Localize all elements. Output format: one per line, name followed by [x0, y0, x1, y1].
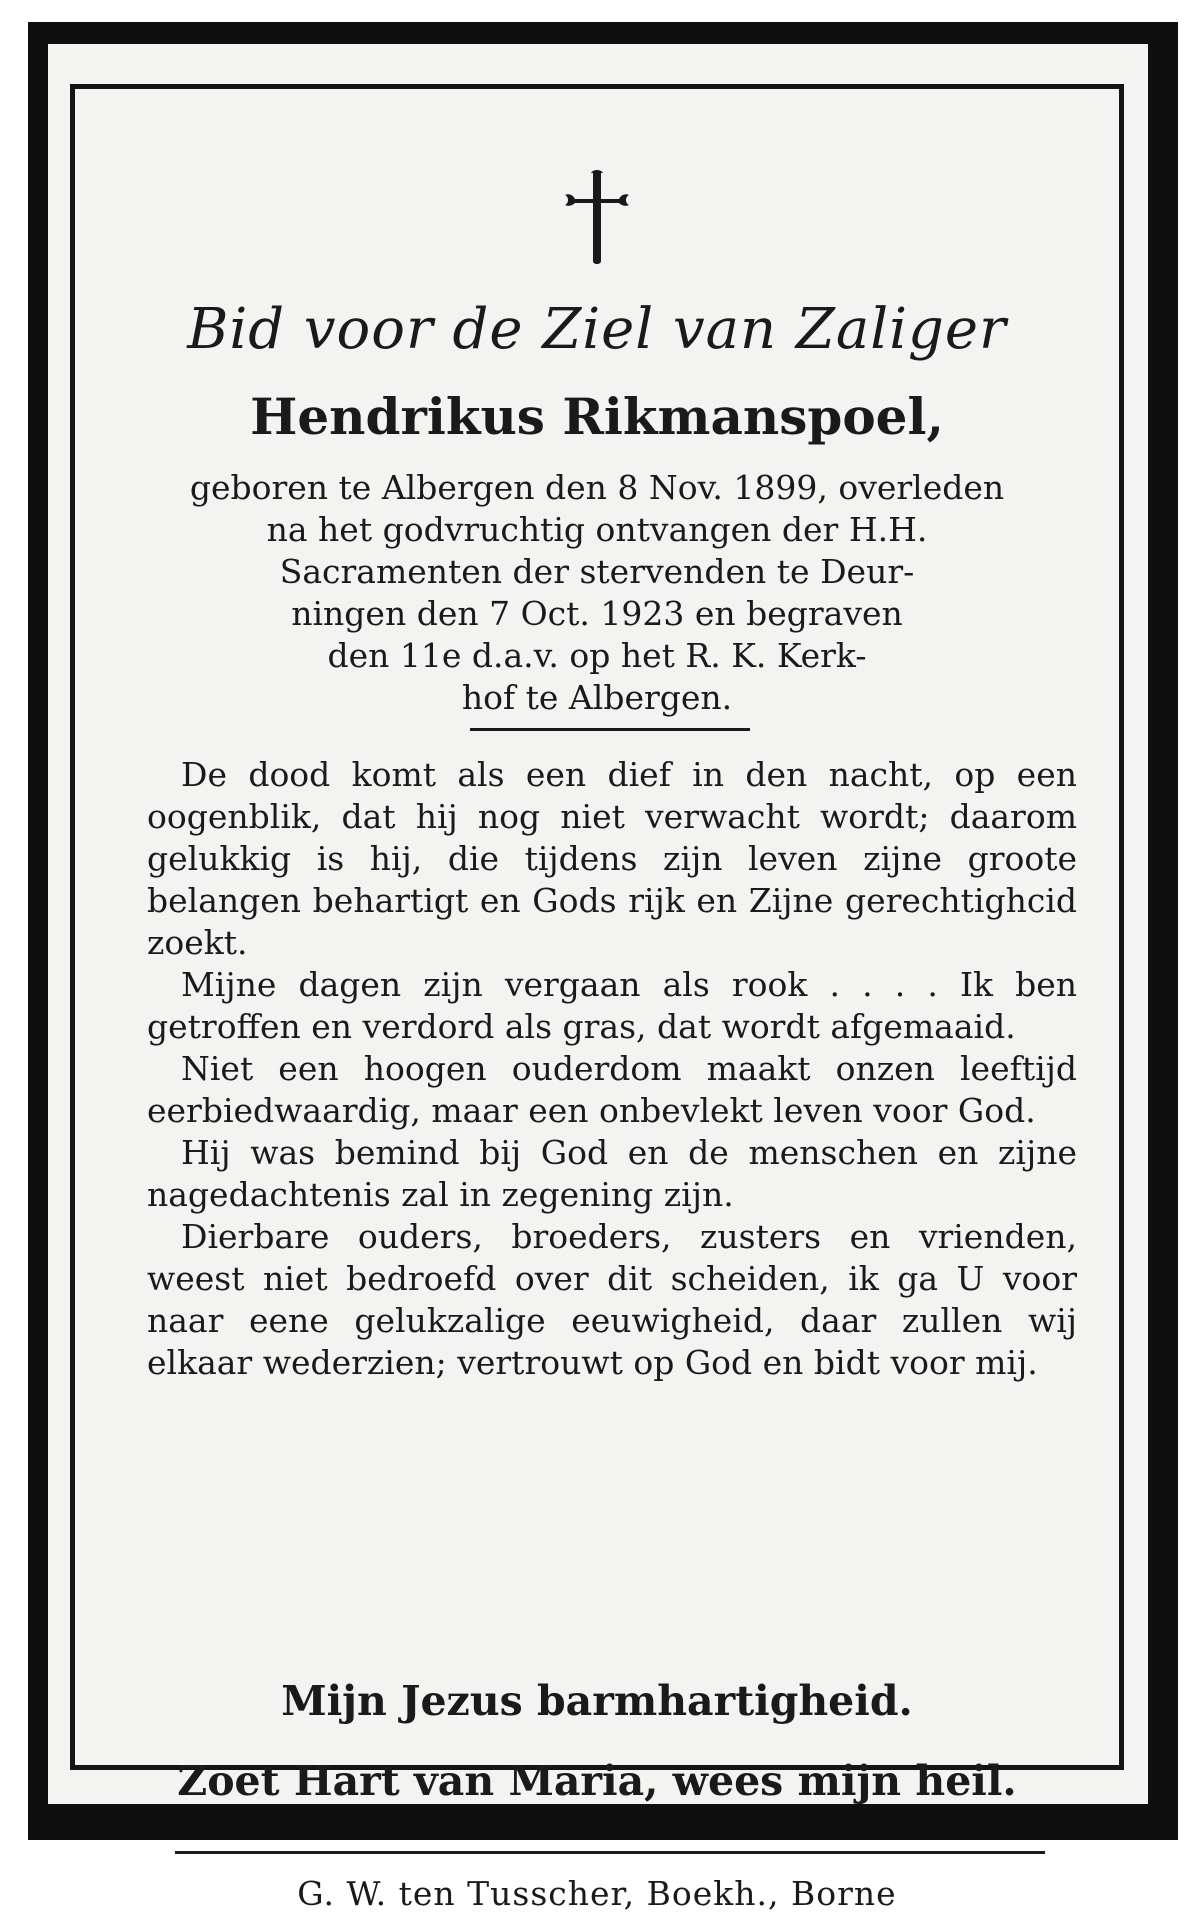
meditation-paragraph: Dierbare ouders, broeders, zusters en vrienden, weest niet bedroefd over dit scheiden, ik ga U voor naar eene gelukzalige eeuwigheid, daar zullen wij elkaar wederzien; vertrouwt op God en bidt voor mij.: [147, 1217, 1077, 1382]
card-paper: [48, 44, 1148, 1913]
meditation-paragraph: De dood komt als een dief in den nacht, op een oogenblik, dat hij nog niet verwacht wordt; daarom gelukkig is hij, die tijdens zijn leven zijne groote belangen behartigt en Gods rijk en Zijne gerechtighcid zoekt.: [147, 755, 1077, 962]
printer-credit: G. W. ten Tusscher, Boekh., Borne: [297, 1874, 897, 1913]
prayer-heading: Bid voor de Ziel van Zaliger: [187, 297, 1007, 362]
meditation-paragraph: Niet een hoogen ouderdom maakt onzen leeftijd eerbiedwaardig, maar een onbevlekt leven voor God.: [147, 1049, 1077, 1130]
card-border-frame: [70, 84, 1124, 1913]
closing-prayer-maria: Zoet Hart van Maria, wees mijn heil.: [177, 1757, 1017, 1805]
biography-line: ningen den 7 Oct. 1923 en begraven: [291, 594, 903, 633]
divider-long: [175, 1851, 1045, 1854]
meditation-paragraph: Mijne dagen zijn vergaan als rook . . . . Ik ben getroffen en verdord als gras, dat wordt afgemaaid.: [147, 965, 1077, 1046]
meditation-paragraph: Hij was bemind bij God en de menschen en zijne nagedachtenis zal in zegening zijn.: [147, 1133, 1077, 1214]
deceased-name: Hendrikus Rikmanspoel,: [250, 387, 944, 446]
biography-line: hof te Albergen.: [461, 678, 733, 717]
biography-line: den 11e d.a.v. op het R. K. Kerk-: [327, 636, 867, 675]
biography-line: geboren te Albergen den 8 Nov. 1899, overleden: [189, 468, 1005, 507]
meditation-text: [147, 754, 1077, 1384]
divider-short: [470, 728, 750, 731]
closing-prayer-jesus: Mijn Jezus barmhartigheid.: [281, 1677, 913, 1725]
biography-line: Sacramenten der stervenden te Deur-: [279, 552, 915, 591]
memorial-card: [28, 22, 1178, 1913]
biography-line: na het godvruchtig ontvangen der H.H.: [266, 510, 928, 549]
card-content: [75, 89, 1119, 1913]
biography-block: [75, 467, 1119, 719]
cross-icon: [557, 169, 637, 269]
